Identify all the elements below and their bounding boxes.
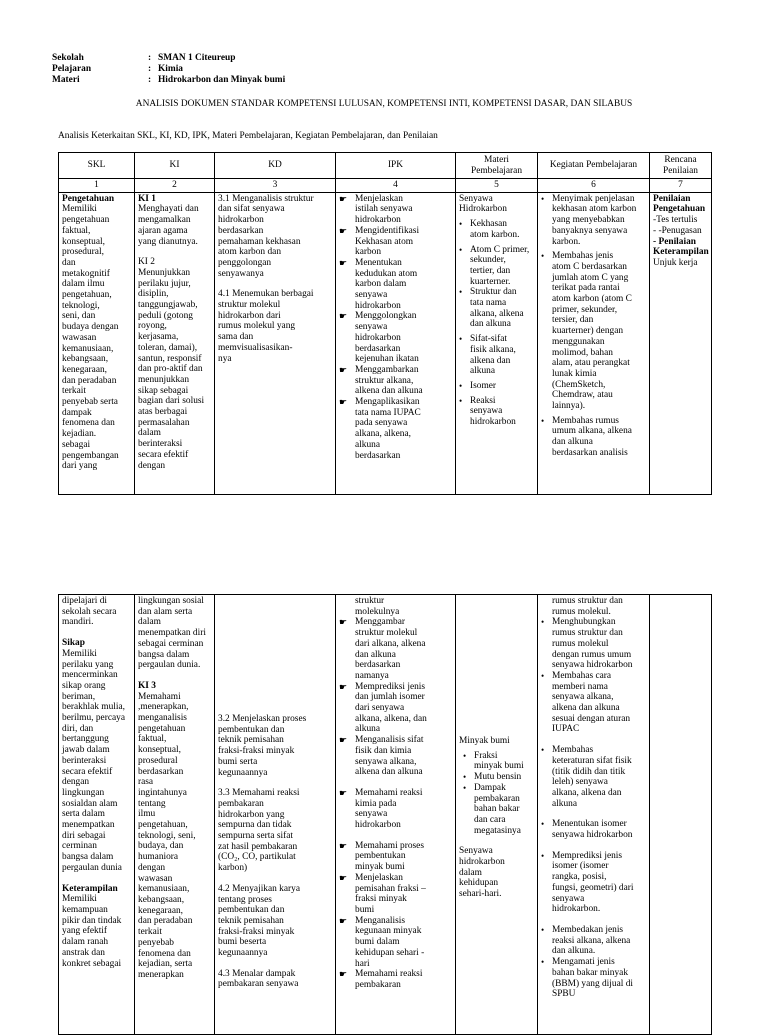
skl-text: Memiliki pengetahuan faktual, konseptual, prosedural, dan metakognitif dalam ilmu pengetahuan, teknologi, seni, dan budaya dengan wawasan kemanusiaan, kebangsaan, kenegaraan, dan peradaban terkait penyebab serta dampak fenomena dan kejadian. sebagai pengembangan dari yang bbox=[62, 204, 119, 472]
bullet-dot-icon: • bbox=[459, 244, 463, 255]
ipk-list bbox=[339, 194, 452, 462]
list-item: • Reaksi senyawa hidrokarbon bbox=[459, 395, 516, 428]
list-item: • Menyimak penjelasan kekhasan atom karbon yang menyebabkan banyaknya senyawa karbon. bbox=[541, 193, 637, 247]
ki-heading: KI 3 bbox=[138, 680, 156, 691]
column-header-kegiatan: Kegiatan Pembelajaran bbox=[538, 153, 650, 179]
kd-cell bbox=[215, 192, 336, 494]
kegiatan-cell bbox=[538, 192, 650, 494]
pointing-hand-icon: ☛ bbox=[339, 364, 348, 375]
list-item: • Memprediksi jenis isomer (isomer rangka, posisi, fungsi, geometri) dari senyawa hidrokarbon. bbox=[541, 850, 634, 915]
skl-cell bbox=[59, 192, 135, 494]
header-value: SMAN 1 Citeureup bbox=[158, 53, 236, 63]
bullet-dot-icon: • bbox=[459, 287, 463, 298]
list-item: • Fraksi minyak bumi bbox=[463, 750, 524, 772]
bullet-dot-icon: • bbox=[541, 850, 545, 861]
list-item: • Menghubungkan rumus struktur dan rumus molekul dengan rumus umum senyawa hidrokarbon bbox=[541, 617, 633, 671]
materi-heading: Minyak bumi bbox=[459, 736, 510, 746]
bullet-dot-icon: • bbox=[541, 819, 545, 830]
skl-text: Memiliki perilaku yang mencerminkan sikap orang beriman, berakhlak mulia, berilmu, percaya diri, dan bertanggung jawab dalam berinteraksi secara efektif dengan lingkungan sosialdan alam serta dalam menempatkan diri sebagai cerminan bangsa dalam pergaulan dunia bbox=[62, 648, 125, 873]
pointing-hand-icon: ☛ bbox=[339, 735, 348, 746]
kd-text: 3.2 Menjelaskan proses pembentukan dan teknik pemisahan fraksi-fraksi minyak bumi serta kegunaannya bbox=[218, 714, 307, 778]
materi-text: Senyawa hidrokarbon dalam kehidupan sehari-hari. bbox=[459, 846, 505, 900]
list-item: ☛ Memprediksi jenis dan jumlah isomer dari senyawa alkana, alkena, dan alkuna bbox=[339, 681, 427, 735]
penilaian-text: -Tes tertulis - -Penugasan bbox=[653, 215, 702, 236]
list-item: ☛ Menganalisis kegunaan minyak bumi dalam kehidupan sehari - hari bbox=[339, 915, 425, 969]
bullet-dot-icon: • bbox=[459, 334, 463, 345]
bullet-dot-icon: • bbox=[541, 617, 545, 628]
penilaian-text: Unjuk kerja bbox=[653, 257, 698, 268]
pointing-hand-icon: ☛ bbox=[339, 311, 348, 322]
column-header-penilaian: Rencana Penilaian bbox=[650, 153, 712, 179]
column-number: 4 bbox=[336, 179, 456, 193]
pointing-hand-icon: ☛ bbox=[339, 397, 348, 408]
bullet-dot-icon: • bbox=[541, 670, 545, 681]
header-value: Kimia bbox=[158, 64, 183, 74]
document-title: ANALISIS DOKUMEN STANDAR KOMPETENSI LULUSAN, KOMPETENSI INTI, KOMPETENSI DASAR, DAN SILABUS bbox=[135, 99, 633, 109]
list-item: ☛ Menggolongkan senyawa hidrokarbon berdasarkan kejenuhan ikatan bbox=[339, 311, 419, 365]
ipk-text: struktur molekulnya bbox=[355, 596, 400, 617]
kd-text: 4.2 Menyajikan karya tentang proses pembentukan dan teknik pemisahan fraksi-fraksi minyak bumi beserta kegunaannya bbox=[218, 883, 301, 959]
table-header-row bbox=[59, 153, 712, 179]
kd-cell bbox=[215, 595, 336, 1035]
kd-text: 4.1 Menemukan berbagai struktur molekul hidrokarbon dari rumus molekul yang sama dan memvisualisasikan- nya bbox=[218, 289, 314, 364]
penilaian-cell bbox=[650, 595, 712, 1035]
column-header-skl: SKL bbox=[59, 153, 135, 179]
bullet-dot-icon: • bbox=[541, 745, 545, 756]
kd-text: 3.3 Memahami reaksi pembakaran hidrokarbon yang sempurna dan tidak sempurna serta sifat zat hasil pembakaran (CO₂, CO, partikulat karbon) bbox=[218, 788, 300, 874]
list-item: ☛ Menentukan kedudukan atom karbon dalam senyawa hidrokarbon bbox=[339, 257, 418, 311]
header-label: Pelajaran bbox=[52, 64, 92, 74]
list-item: • Membahas keteraturan sifat fisik (titik didih dan titik leleh) senyawa alkana, alkena dan alkuna bbox=[541, 745, 632, 809]
bullet-dot-icon: • bbox=[459, 395, 463, 406]
list-item: ☛ Memahami reaksi pembakaran bbox=[339, 969, 423, 990]
list-item: • Dampak pembakaran bahan bakar dan cara megatasinya bbox=[463, 782, 521, 836]
bullet-dot-icon: • bbox=[463, 750, 467, 761]
skl-text: dipelajari di sekolah secara mandiri. bbox=[62, 596, 117, 628]
ki-text: lingkungan sosial dan alam serta dalam menempatkan diri sebagai cerminan bangsa dalam pergaulan dunia. bbox=[138, 596, 206, 671]
kd-text: 3.1 Menganalisis struktur dan sifat senyawa hidrokarbon berdasarkan pemahaman kekhasan atom karbon dan penggolongan senyawanya bbox=[218, 193, 314, 279]
list-item: • Mutu bensin bbox=[463, 772, 522, 783]
ipk-cell bbox=[336, 595, 456, 1035]
column-number: 7 bbox=[650, 179, 712, 193]
list-item: ☛ Menggambarkan struktur alkana, alkena dan alkuna bbox=[339, 364, 423, 397]
list-item: ☛ Menjelaskan pemisahan fraksi – fraksi minyak bumi bbox=[339, 872, 426, 915]
pointing-hand-icon: ☛ bbox=[339, 787, 348, 798]
list-item: ☛ Mengaplikasikan tata nama IUPAC pada senyawa alkana, alkena, alkuna berdasarkan bbox=[339, 397, 421, 461]
document-subtitle: Analisis Keterkaitan SKL, KI, KD, IPK, Materi Pembelajaran, Kegiatan Pembelajaran, dan Penilaian bbox=[58, 131, 438, 141]
bullet-dot-icon: • bbox=[459, 380, 463, 391]
header-separator: : bbox=[148, 75, 152, 85]
pointing-hand-icon: ☛ bbox=[339, 617, 348, 628]
kegiatan-cell bbox=[538, 595, 650, 1035]
document-header bbox=[52, 53, 285, 86]
skl-heading: Pengetahuan bbox=[62, 193, 115, 204]
ki-cell bbox=[135, 595, 215, 1035]
penilaian-heading: Penilaian Pengetahuan bbox=[653, 193, 706, 215]
materi-list bbox=[459, 751, 534, 837]
header-row-subject bbox=[52, 64, 285, 75]
kegiatan-list bbox=[541, 617, 646, 1000]
column-number: 3 bbox=[215, 179, 336, 193]
header-row-material bbox=[52, 75, 285, 86]
pointing-hand-icon: ☛ bbox=[339, 915, 348, 926]
list-item: ☛ Mengidentifikasi Kekhasan atom karbon bbox=[339, 225, 420, 258]
ipk-list bbox=[339, 617, 452, 990]
materi-cell bbox=[456, 192, 538, 494]
ki-cell bbox=[135, 192, 215, 494]
list-item: ☛ Menganalisis sifat fisik dan kimia senyawa alkana, alkena dan alkuna bbox=[339, 735, 424, 778]
bullet-dot-icon: • bbox=[459, 219, 463, 230]
list-item: ☛ Memahami reaksi kimia pada senyawa hidrokarbon bbox=[339, 787, 423, 831]
bullet-dot-icon: • bbox=[541, 193, 545, 204]
header-separator: : bbox=[148, 64, 152, 74]
skl-cell bbox=[59, 595, 135, 1035]
column-header-kd: KD bbox=[215, 153, 336, 179]
kd-text: 4.3 Menalar dampak pembakaran senyawa bbox=[218, 968, 299, 990]
analysis-table-page-1 bbox=[58, 152, 712, 495]
column-number: 5 bbox=[456, 179, 538, 193]
list-item: • Membahas jenis atom C berdasarkan jumlah atom C yang terikat pada rantai atom karbon (atom C primer, sekunder, tersier, dan kuarterner) dengan menggunakan molimod, bahan alam, atau perangkat lunak kimia (ChemSketch, Chemdraw, atau lainnya). bbox=[541, 251, 632, 412]
list-item: • Kekhasan atom karbon. bbox=[459, 219, 520, 240]
column-number: 6 bbox=[538, 179, 650, 193]
column-number: 1 bbox=[59, 179, 135, 193]
materi-heading: Senyawa Hidrokarbon bbox=[459, 193, 507, 215]
list-item: • Isomer bbox=[459, 380, 497, 391]
skl-heading: Keterampilan bbox=[62, 883, 118, 894]
ki-text: Memahami ,menerapkan, menganalisis pengetahuan faktual, konseptual, prosedural berdasarkan rasa ingintahunya tentang ilmu pengetahuan, teknologi, seni, budaya, dan humaniora dengan wawasan kemanusiaan, kebangsaan, kenegaraan, dan peradaban terkait penyebab fenomena dan kejadian, serta menerapkan bbox=[138, 691, 196, 980]
skl-heading: Sikap bbox=[62, 638, 85, 649]
bullet-dot-icon: • bbox=[541, 415, 545, 426]
header-label: Sekolah bbox=[52, 53, 84, 63]
header-separator: : bbox=[148, 53, 152, 63]
list-item: • Membahas rumus umum alkana, alkena dan alkuna berdasarkan analisis bbox=[541, 415, 632, 458]
materi-list bbox=[459, 219, 534, 428]
kegiatan-text: rumus struktur dan rumus molekul. bbox=[552, 596, 623, 617]
bullet-dot-icon: • bbox=[541, 924, 545, 935]
bullet-dot-icon: • bbox=[541, 957, 545, 968]
ki-text: KI 2 Menunjukkan perilaku jujur, disiplin, tanggungjawab, peduli (gotong royong, kerjasama, toleran, damai), santun, responsif dan pro-aktif dan menunjukkan sikap sebagai bagian dari solusi atas berbagai permasalahan dalam berinteraksi secara efektif dengan bbox=[138, 257, 205, 471]
list-item: • Menentukan isomer senyawa hidrokarbon bbox=[541, 819, 633, 841]
header-row-school bbox=[52, 53, 285, 64]
table-number-row bbox=[59, 179, 712, 193]
penilaian-heading: - Penilaian Keterampilan bbox=[653, 236, 709, 258]
list-item: • Membedakan jenis reaksi alkana, alkena dan alkuna. bbox=[541, 924, 631, 957]
list-item: ☛ Menggambar struktur molekul dari alkana, alkena dan alkuna berdasarkan namanya bbox=[339, 617, 426, 681]
table-row bbox=[59, 192, 712, 494]
pointing-hand-icon: ☛ bbox=[339, 681, 348, 692]
pointing-hand-icon: ☛ bbox=[339, 257, 348, 268]
list-item: • Mengamati jenis bahan bakar minyak (BBM) yang dijual di SPBU bbox=[541, 957, 633, 1000]
column-header-ki: KI bbox=[135, 153, 215, 179]
pointing-hand-icon: ☛ bbox=[339, 969, 348, 980]
bullet-dot-icon: • bbox=[463, 782, 467, 793]
skl-text: Memiliki kemampuan pikir dan tindak yang efektif dalam ranah anstrak dan konkret sebagai bbox=[62, 894, 122, 969]
column-header-materi: Materi Pembelajaran bbox=[456, 153, 538, 179]
kegiatan-list bbox=[541, 194, 646, 459]
materi-cell bbox=[456, 595, 538, 1035]
column-header-ipk: IPK bbox=[336, 153, 456, 179]
list-item: • Sifat-sifat fisik alkana, alkena dan alkuna bbox=[459, 334, 516, 377]
header-label: Materi bbox=[52, 75, 80, 85]
list-item: ☛ Memahami proses pembentukan minyak bumi bbox=[339, 840, 424, 873]
column-number: 2 bbox=[135, 179, 215, 193]
list-item: • Atom C primer, sekunder, tertier, dan kuarterner. bbox=[459, 244, 530, 287]
ki-text: Menghayati dan mengamalkan ajaran agama yang dianutnya. bbox=[138, 204, 199, 247]
ki-heading: KI 1 bbox=[138, 193, 156, 204]
pointing-hand-icon: ☛ bbox=[339, 193, 348, 204]
list-item: ☛ Menjelaskan istilah senyawa hidrokarbon bbox=[339, 193, 413, 226]
list-item: • Struktur dan tata nama alkana, alkena dan alkuna bbox=[459, 287, 524, 330]
table-row bbox=[59, 595, 712, 1035]
penilaian-cell bbox=[650, 192, 712, 494]
pointing-hand-icon: ☛ bbox=[339, 225, 348, 236]
ipk-cell bbox=[336, 192, 456, 494]
bullet-dot-icon: • bbox=[541, 251, 545, 262]
bullet-dot-icon: • bbox=[463, 772, 467, 783]
list-item: • Membahas cara memberi nama senyawa alkana, alkena dan alkuna sesuai dengan aturan IUPAC bbox=[541, 670, 631, 735]
pointing-hand-icon: ☛ bbox=[339, 840, 348, 851]
analysis-table-page-2 bbox=[58, 594, 712, 1035]
pointing-hand-icon: ☛ bbox=[339, 872, 348, 883]
header-value: Hidrokarbon dan Minyak bumi bbox=[158, 75, 286, 85]
